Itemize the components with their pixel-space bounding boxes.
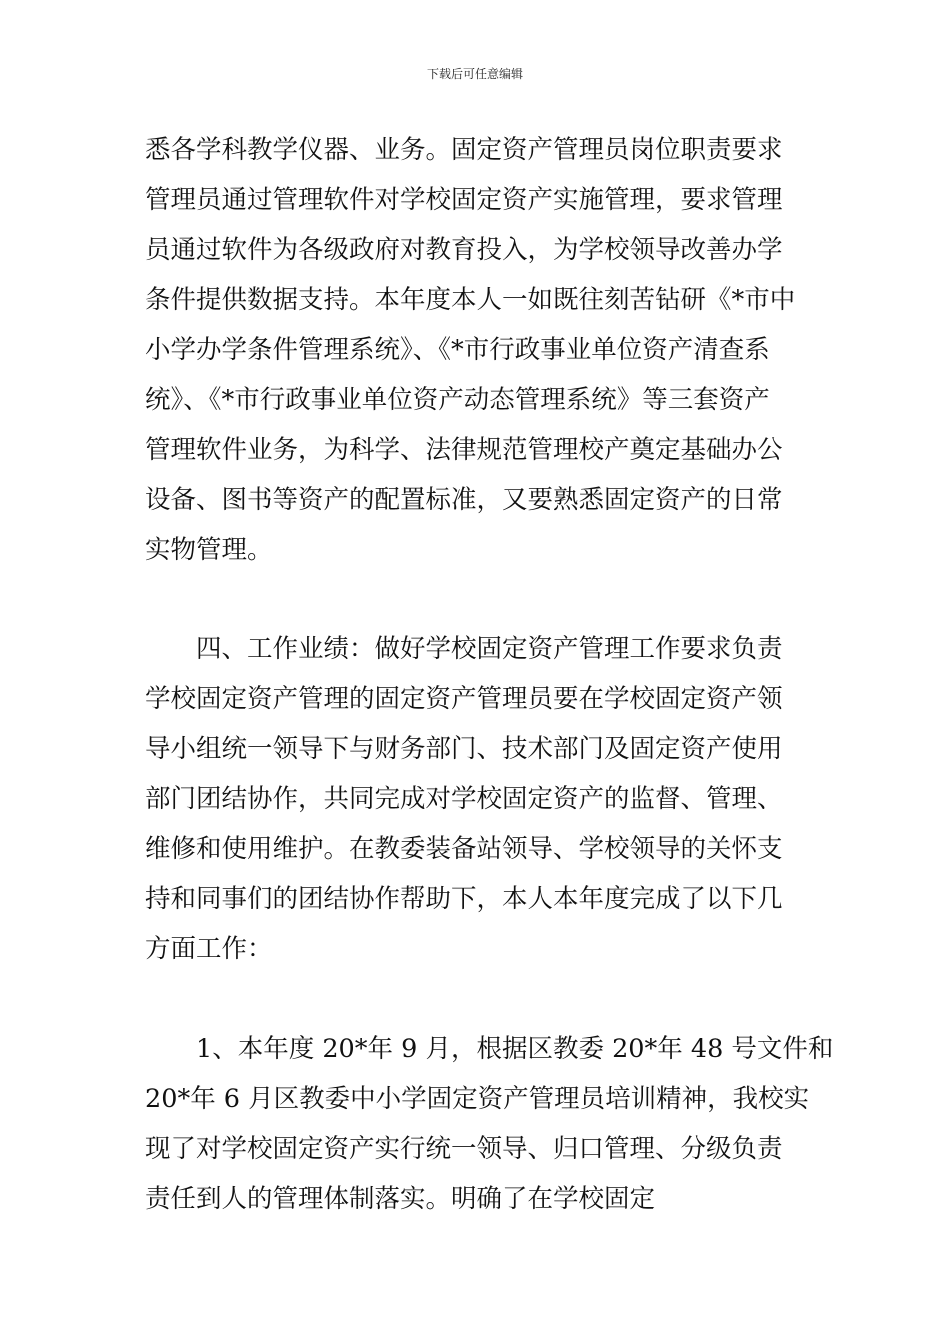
paragraph-work-achievements [145,624,815,974]
text-line: 20*年 6 月区教委中小学固定资产管理员培训精神，我校实 [145,1084,810,1114]
text-line: 学校固定资产管理的固定资产管理员要在学校固定资产领 [145,684,783,714]
text-line: 条件提供数据支持。本年度本人一如既往刻苦钻研《*市中 [145,285,796,315]
text-line: 员通过软件为各级政府对教育投入，为学校领导改善办学 [145,235,783,265]
text-line: 悉各学科教学仪器、业务。固定资产管理员岗位职责要求 [145,135,783,165]
text-line: 小学办学条件管理系统》、《*市行政事业单位资产清查系 [145,335,770,365]
text-line-first: 1、本年度 20*年 9 月，根据区教委 20*年 48 号文件和 [196,1034,834,1064]
text-line: 现了对学校固定资产实行统一领导、归口管理、分级负责 [145,1134,783,1164]
paragraph-asset-software [145,125,815,575]
text-line: 导小组统一领导下与财务部门、技术部门及固定资产使用 [145,734,783,764]
paragraph-item-1 [145,1024,834,1224]
text-line: 实物管理。 [145,535,273,565]
text-line: 管理软件业务，为科学、法律规范管理校产奠定基础办公 [145,435,783,465]
text-line: 方面工作： [145,934,273,964]
text-line: 持和同事们的团结协作帮助下，本人本年度完成了以下几 [145,884,783,914]
page-header: 下载后可任意编辑 [426,67,523,81]
text-line: 统》、《*市行政事业单位资产动态管理系统》等三套资产 [145,385,770,415]
text-line: 设备、图书等资产的配置标准，又要熟悉固定资产的日常 [145,485,783,515]
text-line: 责任到人的管理体制落实。明确了在学校固定 [145,1184,656,1214]
text-line: 管理员通过管理软件对学校固定资产实施管理，要求管理 [145,185,783,215]
text-line-first: 四、工作业绩：做好学校固定资产管理工作要求负责 [196,634,783,664]
text-line: 部门团结协作，共同完成对学校固定资产的监督、管理、 [145,784,783,814]
text-line: 维修和使用维护。在教委装备站领导、学校领导的关怀支 [145,834,783,864]
